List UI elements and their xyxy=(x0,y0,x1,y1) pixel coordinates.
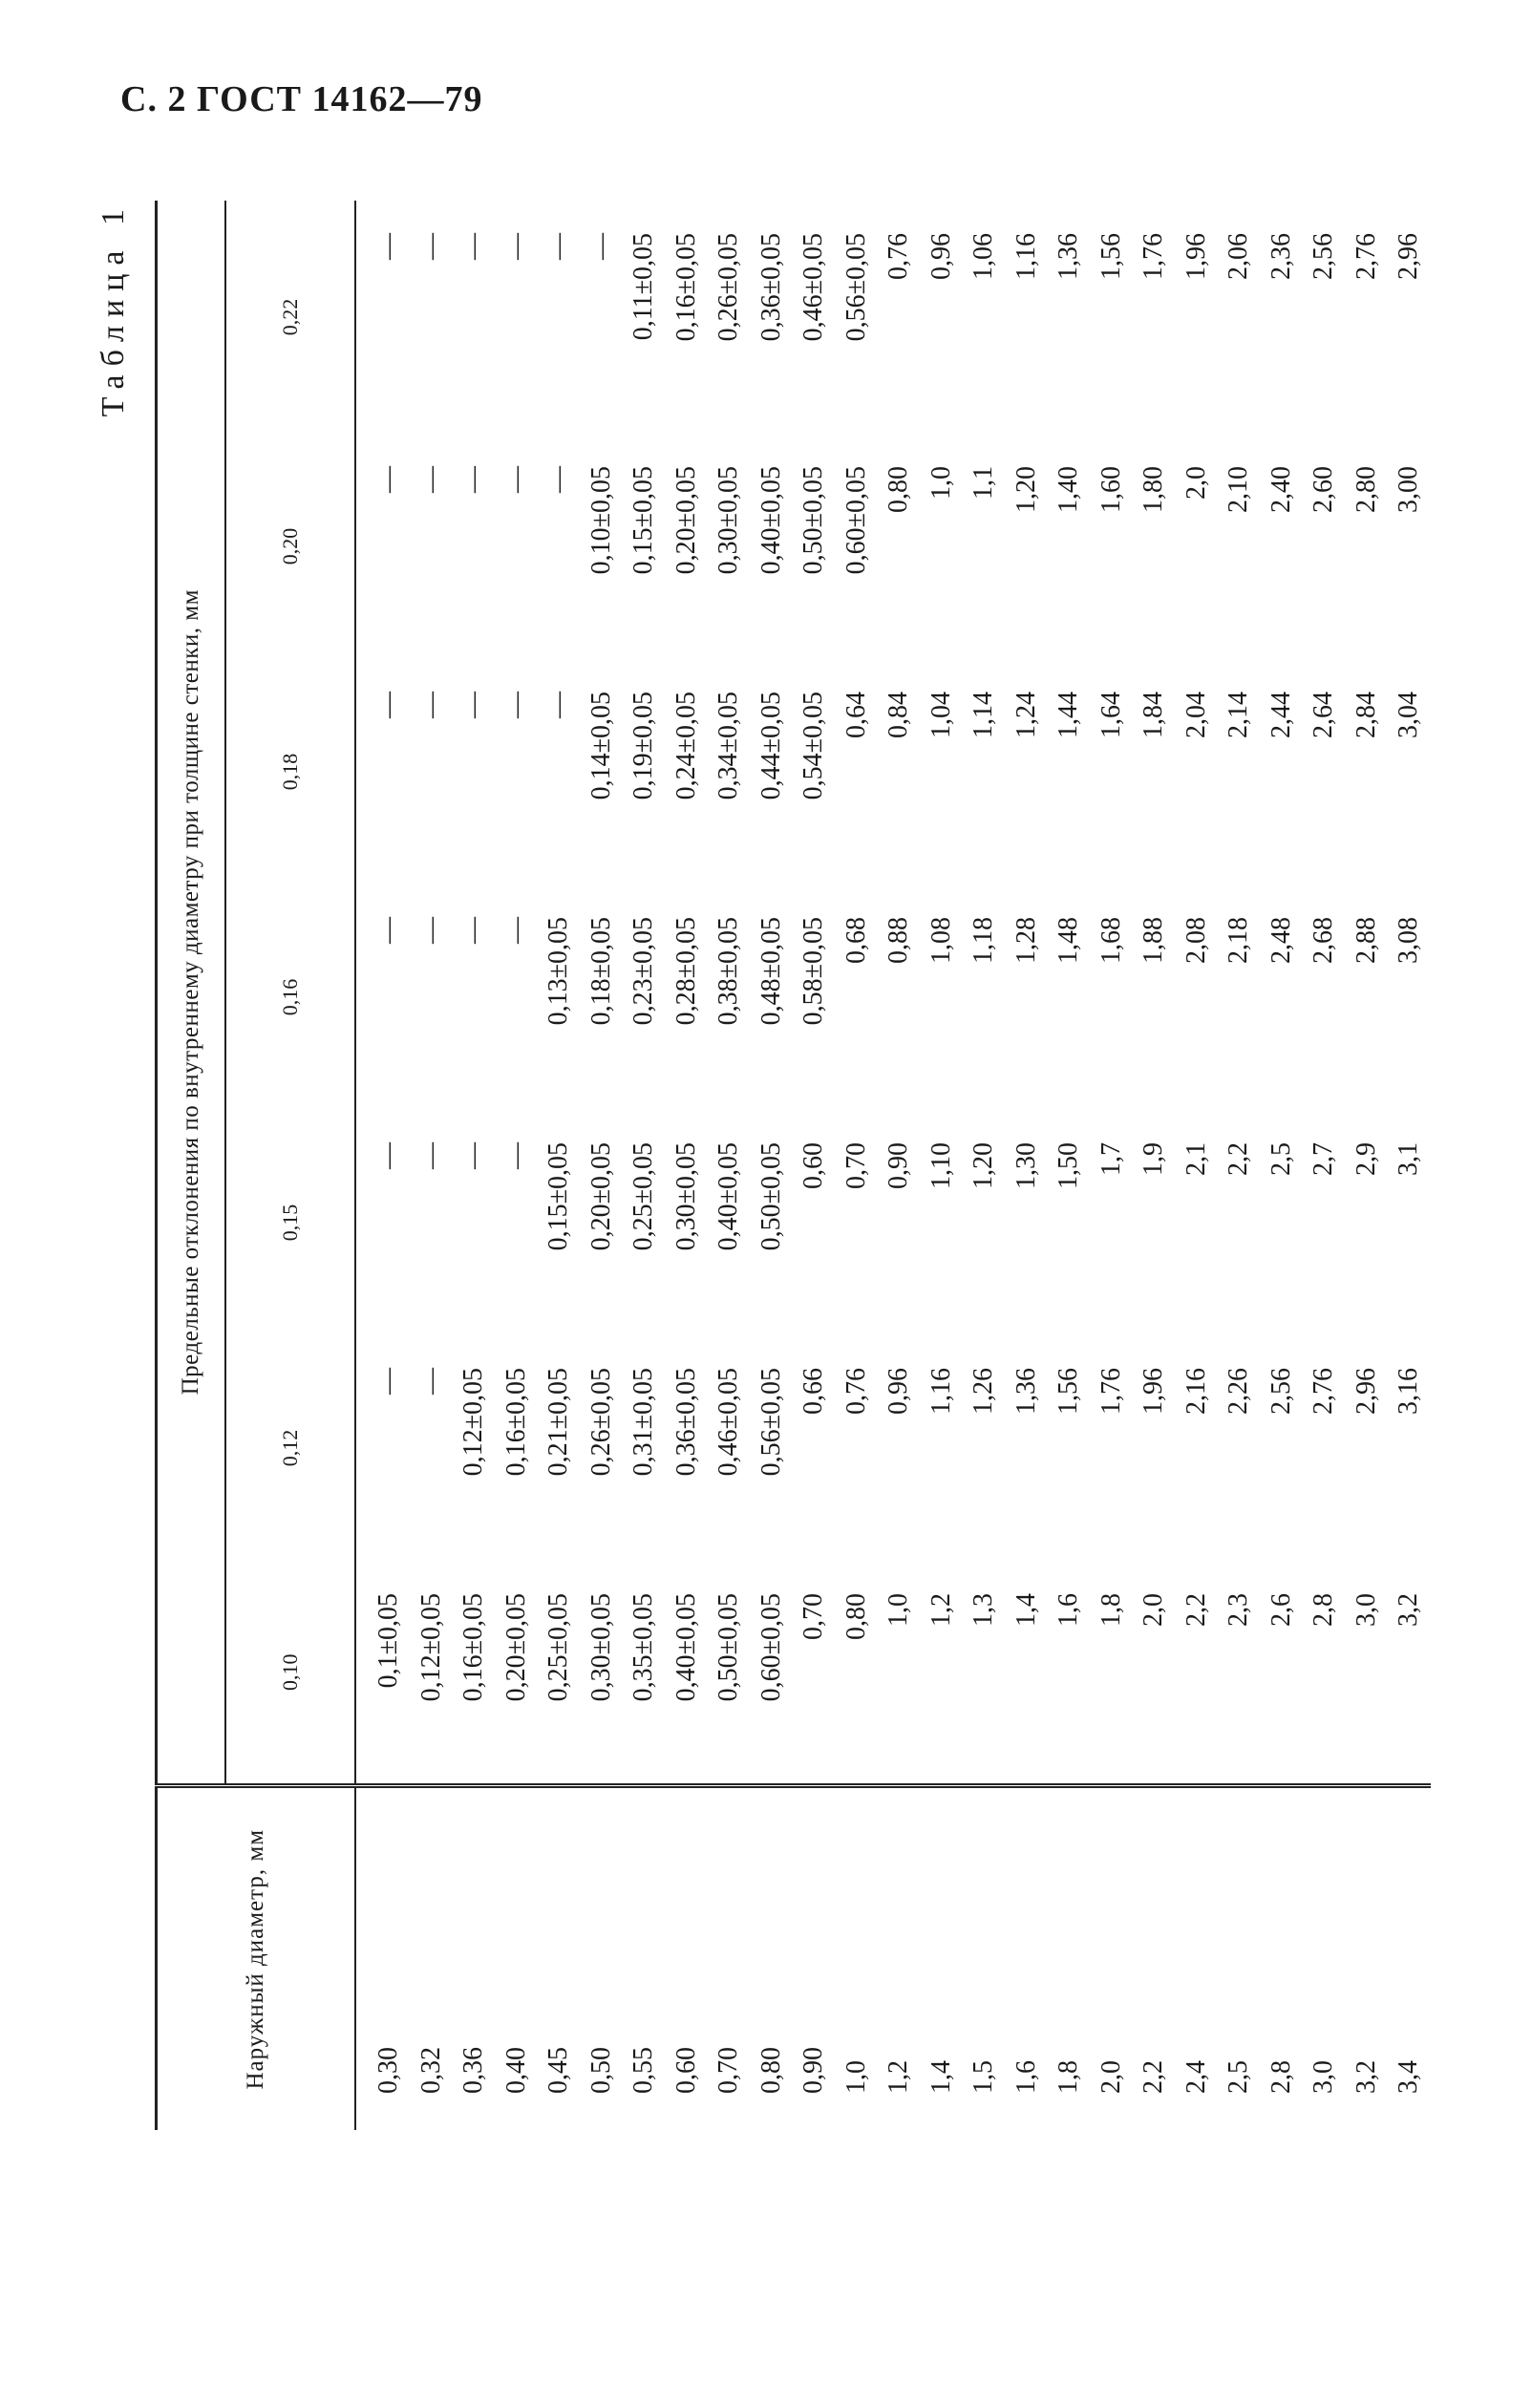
deviation-cell: 2,84 xyxy=(1351,692,1381,738)
deviation-cell: 0,50±0,05 xyxy=(755,1142,786,1251)
deviation-cell: 1,18 xyxy=(968,917,998,964)
deviation-cell: — xyxy=(500,1142,531,1169)
deviation-cell: 0,25±0,05 xyxy=(543,1593,573,1702)
deviation-cell: 1,24 xyxy=(1011,692,1041,738)
deviation-cell: 2,48 xyxy=(1266,917,1296,964)
deviation-cell: — xyxy=(500,692,531,718)
deviation-cell: — xyxy=(373,1368,403,1395)
deviation-cell: 1,8 xyxy=(1096,1593,1126,1627)
header-row-group xyxy=(157,201,226,2130)
deviation-cell: 0,15±0,05 xyxy=(543,1142,573,1251)
deviation-cell: 2,5 xyxy=(1266,1142,1296,1176)
deviation-cell: 0,26±0,05 xyxy=(713,232,743,342)
outer-diameter-cell: 0,40 xyxy=(496,1786,539,2130)
deviation-cell: 1,10 xyxy=(926,1142,956,1189)
deviation-cell: 1,06 xyxy=(968,232,998,280)
deviation-cell: 1,68 xyxy=(1096,917,1126,964)
table-header xyxy=(157,201,356,2130)
deviation-cell: 2,16 xyxy=(1181,1368,1211,1415)
deviation-cell: 1,6 xyxy=(1053,1593,1083,1627)
deviation-cell: 1,28 xyxy=(1011,917,1041,964)
deviation-cell: 2,8 xyxy=(1309,1593,1338,1627)
table-row xyxy=(581,201,624,2130)
outer-diameter-cell: 1,4 xyxy=(921,1786,964,2130)
outer-diameter-cell: 0,30 xyxy=(355,1786,411,2130)
deviation-cell: 2,06 xyxy=(1223,232,1253,280)
deviation-cell: 1,2 xyxy=(926,1593,956,1627)
deviation-cell: 0,50±0,05 xyxy=(798,466,828,575)
thickness-header: 0,12 xyxy=(225,1335,355,1561)
deviation-cell: 3,2 xyxy=(1394,1593,1423,1627)
deviation-cell: — xyxy=(415,466,446,493)
deviation-cell: — xyxy=(415,1142,446,1169)
table-row xyxy=(1048,201,1091,2130)
deviation-cell: 2,7 xyxy=(1309,1142,1338,1176)
deviation-cell: 1,44 xyxy=(1053,692,1083,738)
deviation-cell: 0,24±0,05 xyxy=(670,692,701,800)
deviation-cell: 2,0 xyxy=(1138,1593,1168,1627)
deviation-cell: — xyxy=(373,917,403,944)
deviation-cell: 0,90 xyxy=(883,1142,913,1189)
deviation-cell: — xyxy=(373,692,403,718)
table-row xyxy=(836,201,879,2130)
deviation-cell: 0,70 xyxy=(840,1142,871,1189)
deviation-cell: 2,04 xyxy=(1181,692,1211,738)
deviation-cell: 1,64 xyxy=(1096,692,1126,738)
deviation-cell: — xyxy=(415,917,446,944)
deviation-cell: 2,14 xyxy=(1223,692,1253,738)
deviation-cell: 2,88 xyxy=(1351,917,1381,964)
deviation-cell: 0,13±0,05 xyxy=(543,917,573,1026)
dimensions-table xyxy=(155,201,1431,2130)
deviation-cell: 0,1±0,05 xyxy=(373,1593,403,1689)
deviation-cell: 0,64 xyxy=(840,692,871,738)
outer-diameter-cell: 2,0 xyxy=(1091,1786,1134,2130)
deviation-cell: 1,1 xyxy=(968,466,998,500)
deviation-cell: 1,60 xyxy=(1096,466,1126,513)
deviation-cell: 1,48 xyxy=(1053,917,1083,964)
deviation-cell: 0,16±0,05 xyxy=(670,232,701,342)
deviation-cell: — xyxy=(458,692,488,718)
deviation-cell: 1,7 xyxy=(1096,1142,1126,1176)
deviation-cell: 3,00 xyxy=(1394,466,1423,513)
deviation-cell: 2,76 xyxy=(1309,1368,1338,1415)
deviation-cell: — xyxy=(500,466,531,493)
deviation-cell: 0,66 xyxy=(798,1368,828,1415)
deviation-cell: 0,16±0,05 xyxy=(500,1368,531,1477)
deviation-cell: 2,10 xyxy=(1223,466,1253,513)
outer-diameter-cell: 0,32 xyxy=(411,1786,454,2130)
deviation-cell: 0,40±0,05 xyxy=(670,1593,701,1702)
deviation-cell: 0,68 xyxy=(840,917,871,964)
outer-diameter-cell: 1,8 xyxy=(1048,1786,1091,2130)
deviation-cell: 0,18±0,05 xyxy=(585,917,616,1026)
deviation-cell: 1,0 xyxy=(883,1593,913,1627)
deviation-cell: 2,36 xyxy=(1266,232,1296,280)
deviation-cell: 0,30±0,05 xyxy=(713,466,743,575)
deviation-cell: 2,76 xyxy=(1351,232,1381,280)
outer-diameter-cell: 3,2 xyxy=(1346,1786,1389,2130)
deviation-cell: 1,26 xyxy=(968,1368,998,1415)
deviation-cell: 0,96 xyxy=(926,232,956,280)
table-row xyxy=(666,201,709,2130)
deviation-cell: 1,96 xyxy=(1181,232,1211,280)
outer-diameter-cell: 1,5 xyxy=(963,1786,1006,2130)
deviation-cell: 0,48±0,05 xyxy=(755,917,786,1026)
deviation-cell: — xyxy=(415,1368,446,1395)
deviation-cell: 1,0 xyxy=(926,466,956,500)
outer-diameter-cell: 2,8 xyxy=(1261,1786,1304,2130)
page-header: С. 2 ГОСТ 14162—79 xyxy=(120,79,483,119)
deviation-cell: 0,60±0,05 xyxy=(755,1593,786,1702)
outer-diameter-cell: 2,5 xyxy=(1218,1786,1261,2130)
deviation-cell: 0,46±0,05 xyxy=(713,1368,743,1477)
deviation-cell: — xyxy=(415,692,446,718)
outer-diameter-cell: 3,4 xyxy=(1388,1786,1431,2130)
deviation-cell: 0,14±0,05 xyxy=(585,692,616,800)
deviation-cell: 0,21±0,05 xyxy=(543,1368,573,1477)
deviation-cell: 1,50 xyxy=(1053,1142,1083,1189)
deviation-cell: 0,84 xyxy=(883,692,913,738)
deviation-cell: 0,40±0,05 xyxy=(713,1142,743,1251)
table-row xyxy=(1133,201,1176,2130)
deviation-cell: 0,20±0,05 xyxy=(500,1593,531,1702)
table-row xyxy=(963,201,1006,2130)
thickness-header: 0,16 xyxy=(225,884,355,1110)
outer-diameter-cell: 2,2 xyxy=(1133,1786,1176,2130)
deviation-cell: 0,20±0,05 xyxy=(585,1142,616,1251)
outer-diameter-cell: 0,90 xyxy=(793,1786,836,2130)
deviation-cell: 3,08 xyxy=(1394,917,1423,964)
deviation-cell: 1,3 xyxy=(968,1593,998,1627)
deviation-cell: 2,08 xyxy=(1181,917,1211,964)
table-body xyxy=(355,201,1431,2130)
table-row xyxy=(751,201,794,2130)
deviation-cell: 0,80 xyxy=(840,1593,871,1640)
thickness-header: 0,15 xyxy=(225,1110,355,1335)
deviation-cell: 0,12±0,05 xyxy=(458,1368,488,1477)
deviation-cell: — xyxy=(543,692,573,718)
outer-diameter-cell: 3,0 xyxy=(1303,1786,1346,2130)
deviation-cell: 0,88 xyxy=(883,917,913,964)
deviation-cell: — xyxy=(543,466,573,493)
deviation-cell: 0,20±0,05 xyxy=(670,466,701,575)
thickness-header: 0,20 xyxy=(225,434,355,659)
deviation-cell: 0,76 xyxy=(840,1368,871,1415)
outer-diameter-cell: 0,60 xyxy=(666,1786,709,2130)
deviation-cell: 0,25±0,05 xyxy=(628,1142,658,1251)
outer-diameter-cell: 2,4 xyxy=(1176,1786,1219,2130)
table-row xyxy=(1218,201,1261,2130)
deviation-cell: 2,44 xyxy=(1266,692,1296,738)
outer-diameter-cell: 1,0 xyxy=(836,1786,879,2130)
deviation-cell: 1,4 xyxy=(1011,1593,1041,1627)
deviation-cell: 1,16 xyxy=(1011,232,1041,280)
table-title: Таблица 1 xyxy=(96,201,131,417)
thickness-header: 0,22 xyxy=(225,201,355,434)
deviation-cell: 2,68 xyxy=(1309,917,1338,964)
deviation-cell: 0,15±0,05 xyxy=(628,466,658,575)
deviation-cell: 1,16 xyxy=(926,1368,956,1415)
deviation-cell: 1,40 xyxy=(1053,466,1083,513)
table-row xyxy=(1006,201,1049,2130)
deviation-cell: 0,36±0,05 xyxy=(755,232,786,342)
deviation-cell: 0,44±0,05 xyxy=(755,692,786,800)
deviation-cell: 0,50±0,05 xyxy=(713,1593,743,1702)
deviation-group-header: Предельные отклонения по внутреннему диаметру при толщине стенки, мм xyxy=(157,201,226,1786)
deviation-cell: 2,60 xyxy=(1309,466,1338,513)
outer-diameter-cell: 0,45 xyxy=(538,1786,581,2130)
table-row xyxy=(793,201,836,2130)
table-row xyxy=(1388,201,1431,2130)
deviation-cell: 1,36 xyxy=(1011,1368,1041,1415)
deviation-cell: 0,34±0,05 xyxy=(713,692,743,800)
deviation-cell: — xyxy=(500,917,531,944)
table-row xyxy=(1261,201,1304,2130)
table-row xyxy=(355,201,411,2130)
table-row xyxy=(453,201,496,2130)
deviation-cell: — xyxy=(415,232,446,260)
deviation-cell: 0,60±0,05 xyxy=(840,466,871,575)
deviation-cell: — xyxy=(458,466,488,493)
table-row xyxy=(878,201,921,2130)
deviation-cell: 0,11±0,05 xyxy=(628,232,658,341)
deviation-cell: 0,60 xyxy=(798,1142,828,1189)
table-row xyxy=(1346,201,1389,2130)
deviation-cell: 0,10±0,05 xyxy=(585,466,616,575)
deviation-cell: 1,56 xyxy=(1096,232,1126,280)
deviation-cell: 0,31±0,05 xyxy=(628,1368,658,1477)
deviation-cell: 0,28±0,05 xyxy=(670,917,701,1026)
deviation-cell: 3,16 xyxy=(1394,1368,1423,1415)
table-row xyxy=(538,201,581,2130)
deviation-cell: 0,36±0,05 xyxy=(670,1368,701,1477)
deviation-cell: 2,9 xyxy=(1351,1142,1381,1176)
deviation-cell: 1,88 xyxy=(1138,917,1168,964)
outer-diameter-header: Наружный диаметр, мм xyxy=(157,1786,356,2130)
deviation-cell: 0,30±0,05 xyxy=(585,1593,616,1702)
deviation-cell: — xyxy=(458,917,488,944)
thickness-header: 0,10 xyxy=(225,1561,355,1786)
deviation-cell: 0,26±0,05 xyxy=(585,1368,616,1477)
deviation-cell: 2,6 xyxy=(1266,1593,1296,1627)
outer-diameter-cell: 0,50 xyxy=(581,1786,624,2130)
rotated-table-block xyxy=(96,201,1423,2130)
table-row xyxy=(411,201,454,2130)
deviation-cell: 2,3 xyxy=(1223,1593,1253,1627)
deviation-cell: 1,04 xyxy=(926,692,956,738)
deviation-cell: 2,96 xyxy=(1351,1368,1381,1415)
outer-diameter-cell: 1,6 xyxy=(1006,1786,1049,2130)
deviation-cell: 2,64 xyxy=(1309,692,1338,738)
deviation-cell: 3,1 xyxy=(1394,1142,1423,1176)
deviation-cell: 0,19±0,05 xyxy=(628,692,658,800)
deviation-cell: 0,56±0,05 xyxy=(840,232,871,342)
deviation-cell: — xyxy=(458,232,488,260)
outer-diameter-cell: 1,2 xyxy=(878,1786,921,2130)
deviation-cell: 2,56 xyxy=(1266,1368,1296,1415)
deviation-cell: — xyxy=(543,232,573,260)
deviation-cell: 1,96 xyxy=(1138,1368,1168,1415)
deviation-cell: 2,18 xyxy=(1223,917,1253,964)
deviation-cell: 2,0 xyxy=(1181,466,1211,500)
deviation-cell: 1,84 xyxy=(1138,692,1168,738)
deviation-cell: 1,80 xyxy=(1138,466,1168,513)
table-row xyxy=(708,201,751,2130)
deviation-cell: 0,54±0,05 xyxy=(798,692,828,800)
deviation-cell: 1,08 xyxy=(926,917,956,964)
deviation-cell: 2,1 xyxy=(1181,1142,1211,1176)
deviation-cell: 2,80 xyxy=(1351,466,1381,513)
deviation-cell: 1,36 xyxy=(1053,232,1083,280)
deviation-cell: — xyxy=(458,1142,488,1169)
deviation-cell: 1,20 xyxy=(1011,466,1041,513)
deviation-cell: 0,80 xyxy=(883,466,913,513)
outer-diameter-cell: 0,55 xyxy=(623,1786,666,2130)
deviation-cell: 1,76 xyxy=(1138,232,1168,280)
deviation-cell: — xyxy=(373,466,403,493)
deviation-cell: — xyxy=(585,232,616,260)
deviation-cell: 2,26 xyxy=(1223,1368,1253,1415)
deviation-cell: 2,2 xyxy=(1223,1142,1253,1176)
table-row xyxy=(1303,201,1346,2130)
deviation-cell: 0,58±0,05 xyxy=(798,917,828,1026)
deviation-cell: — xyxy=(373,1142,403,1169)
deviation-cell: 2,2 xyxy=(1181,1593,1211,1627)
deviation-cell: 1,56 xyxy=(1053,1368,1083,1415)
outer-diameter-cell: 0,80 xyxy=(751,1786,794,2130)
deviation-cell: 1,30 xyxy=(1011,1142,1041,1189)
deviation-cell: 0,46±0,05 xyxy=(798,232,828,342)
deviation-cell: 0,70 xyxy=(798,1593,828,1640)
deviation-cell: 0,76 xyxy=(883,232,913,280)
deviation-cell: 1,20 xyxy=(968,1142,998,1189)
deviation-cell: — xyxy=(500,232,531,260)
table-row xyxy=(1176,201,1219,2130)
deviation-cell: — xyxy=(373,232,403,260)
table-row xyxy=(1091,201,1134,2130)
deviation-cell: 0,16±0,05 xyxy=(458,1593,488,1702)
deviation-cell: 1,9 xyxy=(1138,1142,1168,1176)
deviation-cell: 0,35±0,05 xyxy=(628,1593,658,1702)
outer-diameter-cell: 0,70 xyxy=(708,1786,751,2130)
deviation-cell: 0,30±0,05 xyxy=(670,1142,701,1251)
deviation-cell: 2,96 xyxy=(1394,232,1423,280)
deviation-cell: 1,76 xyxy=(1096,1368,1126,1415)
deviation-cell: 2,56 xyxy=(1309,232,1338,280)
deviation-cell: 1,14 xyxy=(968,692,998,738)
deviation-cell: 0,23±0,05 xyxy=(628,917,658,1026)
deviation-cell: 3,04 xyxy=(1394,692,1423,738)
thickness-header: 0,18 xyxy=(225,659,355,884)
deviation-cell: 3,0 xyxy=(1351,1593,1381,1627)
deviation-cell: 0,40±0,05 xyxy=(755,466,786,575)
deviation-cell: 0,38±0,05 xyxy=(713,917,743,1026)
deviation-cell: 0,56±0,05 xyxy=(755,1368,786,1477)
table-row xyxy=(623,201,666,2130)
outer-diameter-cell: 0,36 xyxy=(453,1786,496,2130)
table-row xyxy=(921,201,964,2130)
deviation-cell: 2,40 xyxy=(1266,466,1296,513)
deviation-cell: 0,12±0,05 xyxy=(415,1593,446,1702)
deviation-cell: 0,96 xyxy=(883,1368,913,1415)
table-row xyxy=(496,201,539,2130)
